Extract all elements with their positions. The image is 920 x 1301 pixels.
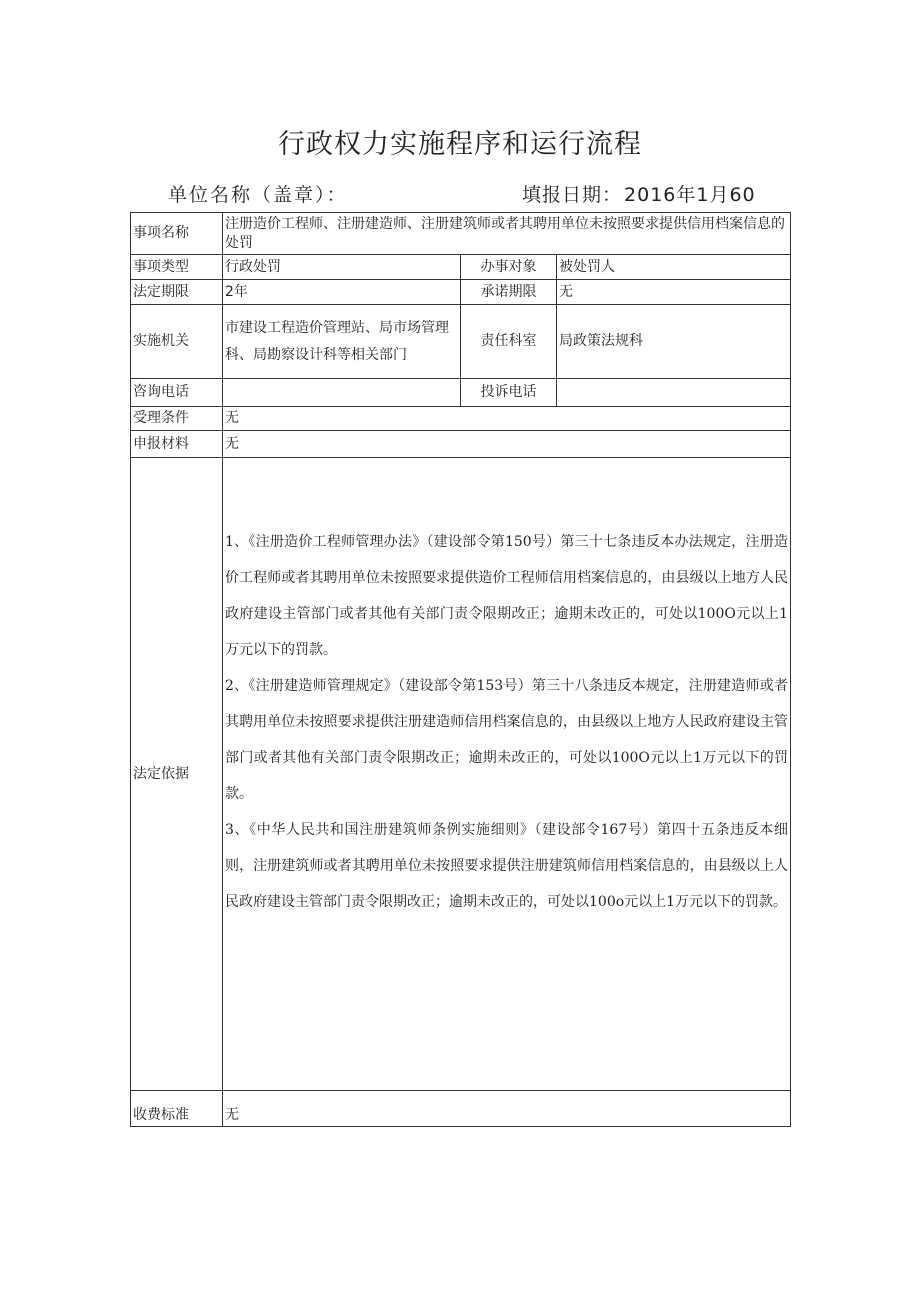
item-type-label: 事项类型 — [131, 255, 223, 280]
item-type-value: 行政处罚 — [223, 255, 461, 280]
row-item-type — [131, 255, 791, 280]
fee-label: 收费标准 — [131, 1091, 223, 1127]
dept-value: 局政策法规科 — [557, 305, 791, 379]
fill-date-value: 2016年1月60 — [624, 184, 756, 206]
acceptance-value: 无 — [223, 407, 791, 431]
dept-label: 责任科室 — [461, 305, 557, 379]
legal-basis-item-1: 1、《注册造价工程师管理办法》（建设部令第150号）第三十七条违反本办法规定，注册造价工程师或者其聘用单位未按照要求提供造价工程师信用档案信息的，由县级以上地方人民政府建设主管部门或者其他有关部门责令限期改正；逾期未改正的，可处以100O元以上1万元以下的罚款。 — [225, 534, 789, 658]
row-agency — [131, 305, 791, 379]
row-item-name — [131, 213, 791, 255]
materials-label: 申报材料 — [131, 431, 223, 458]
document-title: 行政权力实施程序和运行流程 — [278, 129, 642, 160]
item-name-label: 事项名称 — [131, 213, 223, 255]
legal-period-label: 法定期限 — [131, 280, 223, 305]
row-legal-basis — [131, 458, 791, 1091]
fill-date-label: 填报日期： — [522, 184, 623, 206]
row-acceptance — [131, 407, 791, 431]
item-name-value: 注册造价工程师、注册建造师、注册建筑师或者其聘用单位未按照要求提供信用档案信息的处罚 — [223, 213, 791, 255]
promise-period-label: 承诺期限 — [461, 280, 557, 305]
consult-phone-value — [223, 379, 461, 407]
agency-value: 市建设工程造价管理站、局市场管理科、局勘察设计科等相关部门 — [223, 305, 461, 379]
fill-date — [522, 180, 758, 207]
row-materials — [131, 431, 791, 458]
agency-label: 实施机关 — [131, 305, 223, 379]
legal-basis-item-3: 3、《中华人民共和国注册建筑师条例实施细则》（建设部令167号）第四十五条违反本细则，注册建筑师或者其聘用单位未按照要求提供注册建筑师信用档案信息的，由县级以上人民政府建设主管部门责令限期改正；逾期未改正的，可处以100o元以上1万元以下的罚款。 — [225, 822, 789, 910]
row-fee — [131, 1091, 791, 1127]
legal-basis-item-2: 2、《注册建造师管理规定》（建设部令第153号）第三十八条违反本规定，注册建造师或者其聘用单位未按照要求提供注册建造师信用档案信息的，由县级以上地方人民政府建设主管部门或者其他有关部门责令限期改正；逾期未改正的，可处以100O元以上1万元以下的罚款。 — [225, 678, 789, 802]
process-table — [130, 212, 791, 1127]
fee-value: 无 — [223, 1091, 791, 1127]
legal-period-value: 2年 — [223, 280, 461, 305]
complaint-phone-value — [557, 379, 791, 407]
target-label: 办事对象 — [461, 255, 557, 280]
acceptance-label: 受理条件 — [131, 407, 223, 431]
materials-value: 无 — [223, 431, 791, 458]
complaint-phone-label: 投诉电话 — [461, 379, 557, 407]
target-value: 被处罚人 — [557, 255, 791, 280]
promise-period-value: 无 — [557, 280, 791, 305]
legal-basis-label: 法定依据 — [131, 458, 223, 1091]
consult-phone-label: 咨询电话 — [131, 379, 223, 407]
row-legal-period — [131, 280, 791, 305]
row-phones — [131, 379, 791, 407]
unit-name-label: 单位名称（盖章）： — [168, 184, 348, 206]
legal-basis-content — [223, 458, 791, 1091]
